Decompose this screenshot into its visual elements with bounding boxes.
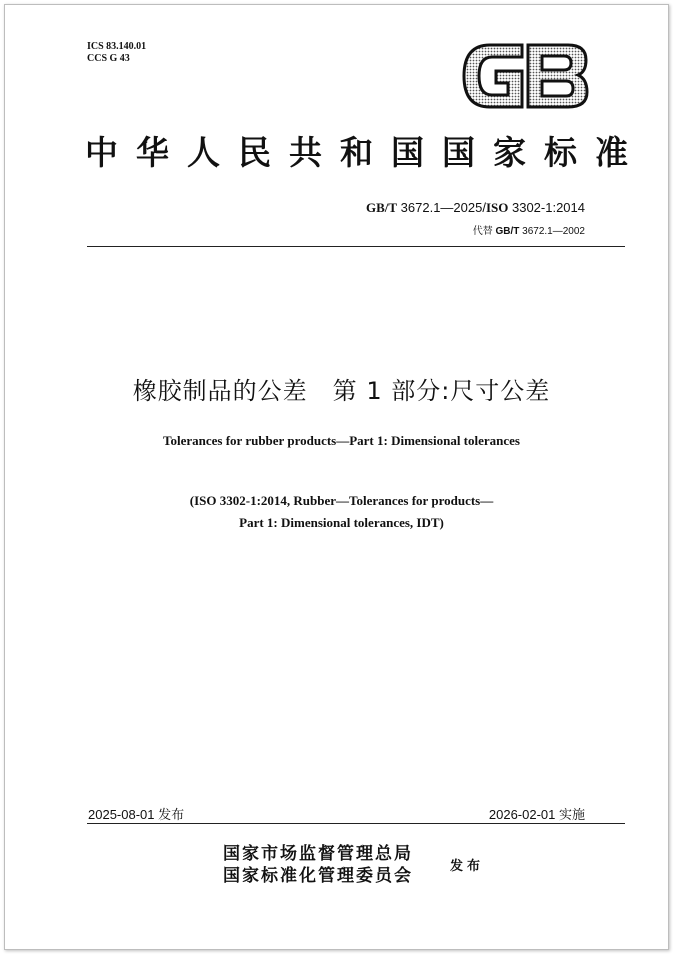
- issue-label: 发布: [450, 859, 485, 874]
- document-page: [4, 4, 669, 950]
- issuing-authorities: [223, 843, 413, 887]
- replaces-note: [473, 222, 585, 237]
- bottom-divider: [87, 823, 625, 824]
- issuer-sac: 国家标准化管理委员会: [223, 866, 413, 886]
- logo-letter-g: [464, 45, 522, 107]
- iso-body: 3302-1:2014: [511, 200, 585, 215]
- standard-number: [366, 200, 585, 216]
- chinese-title: 橡胶制品的公差 第 1 部分:尺寸公差: [132, 377, 551, 405]
- replaces-std: GB/T: [495, 226, 520, 237]
- replaces-prefix: 代替: [472, 226, 493, 237]
- iso-equivalence-line-2: Part 1: Dimensional tolerances, IDT): [239, 515, 444, 530]
- implementation-date: 2026-02-01 实施: [488, 807, 585, 822]
- ics-code: ICS 83.140.01: [87, 41, 147, 52]
- issuer-samr: 国家市场监督管理总局: [223, 844, 413, 864]
- standard-prefix: GB/T: [365, 200, 398, 215]
- classification-codes: [87, 41, 146, 65]
- iso-prefix: ISO: [485, 200, 509, 215]
- iso-equivalence-line-1: (ISO 3302-1:2014, Rubber—Tolerances for products—: [189, 493, 494, 508]
- logo-letter-b: [528, 45, 587, 107]
- top-divider: [87, 246, 625, 247]
- gb-logo: [460, 41, 590, 111]
- main-title: 中华人民共和国国家标准: [85, 133, 630, 172]
- english-title: Tolerances for rubber products—Part 1: Dimensional tolerances: [163, 433, 520, 448]
- replaces-body: 3672.1—2002: [522, 226, 585, 237]
- standard-body: 3672.1—2025/: [400, 200, 486, 215]
- ccs-code: CCS G 43: [87, 53, 130, 64]
- publish-date: 2025-08-01 发布: [88, 807, 185, 822]
